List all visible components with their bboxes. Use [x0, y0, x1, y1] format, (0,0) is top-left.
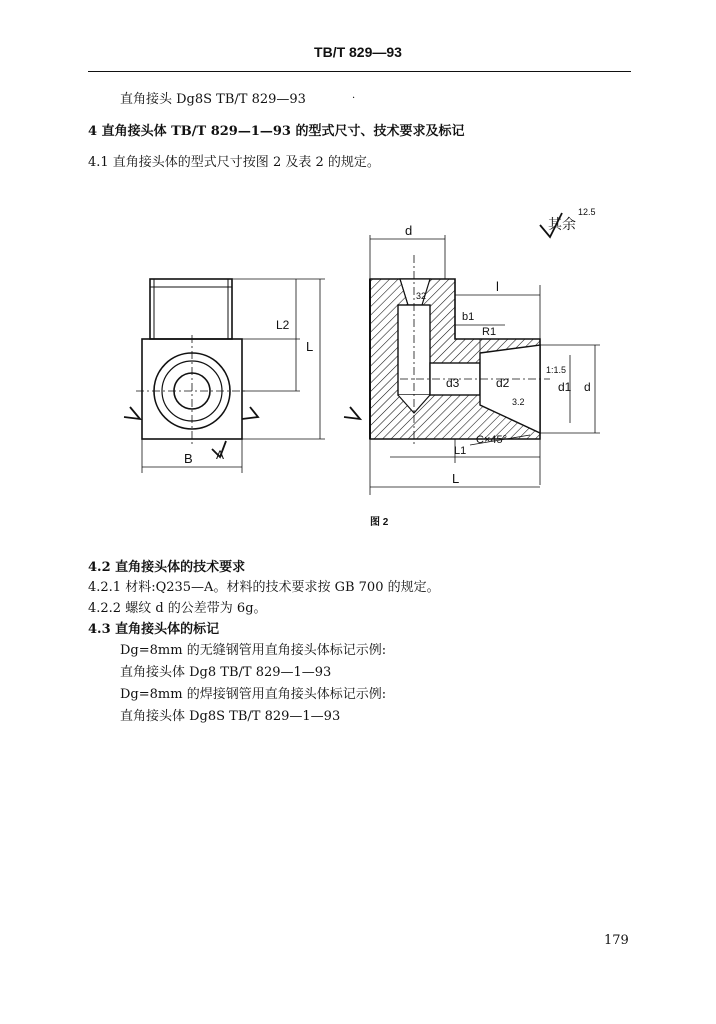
label-d2: d2 [496, 376, 510, 390]
label-B: B [184, 451, 193, 466]
section-4-heading: 4 直角接头体 TB/T 829—1—93 的型式尺寸、技术要求及标记 [88, 124, 465, 139]
roughness-rest-label: 其余 [548, 216, 576, 232]
label-L1: L1 [454, 445, 467, 457]
label-ra: 3.2 [512, 397, 525, 407]
label-L-bottom: L [452, 471, 460, 486]
label-r1: R1 [482, 326, 497, 338]
figure-2-drawing [100, 195, 640, 515]
left-view-thread-section [150, 279, 232, 339]
section-4-2-1: 4.2.1 材料:Q235—A。材料的技术要求按 GB 700 的规定。 [88, 580, 440, 595]
example-1-marking: 直角接头体 Dg8 TB/T 829—1—93 [120, 665, 332, 680]
label-A: A [216, 448, 225, 462]
stray-dot: · [352, 93, 356, 104]
example-2-description: Dg=8mm 的焊接钢管用直角接头体标记示例: [120, 687, 387, 702]
section-4-2-2: 4.2.2 螺纹 d 的公差带为 6g。 [88, 601, 267, 616]
label-L-side: L [306, 339, 314, 354]
header-rule [88, 71, 631, 72]
label-b1: b1 [462, 311, 475, 323]
page-number: 179 [604, 933, 629, 948]
example-2-marking: 直角接头体 Dg8S TB/T 829—1—93 [120, 709, 341, 724]
label-d3: d3 [446, 376, 460, 390]
label-d-top: d [405, 223, 413, 238]
label-taper: 1:1.5 [546, 365, 567, 375]
label-d1: d1 [558, 380, 572, 394]
section-4-1: 4.1 直角接头体的型式尺寸按图 2 及表 2 的规定。 [88, 155, 380, 170]
figure-caption: 图 2 [370, 517, 389, 528]
section-4-2: 4.2 直角接头体的技术要求 [88, 560, 246, 575]
label-L2: L2 [276, 318, 290, 332]
label-angle: 32 [416, 291, 427, 301]
example-1-description: Dg=8mm 的无缝钢管用直角接头体标记示例: [120, 643, 387, 658]
roughness-value-label: 12.5 [578, 207, 596, 217]
label-chamfer: C×45° [476, 434, 508, 446]
technical-drawing [100, 195, 640, 515]
label-d-right: d [584, 380, 591, 394]
text-line-1: 直角接头 Dg8S TB/T 829—93 [120, 92, 306, 107]
page-header: TB/T 829—93 [314, 44, 402, 60]
label-l-top: l [496, 279, 499, 294]
section-4-3: 4.3 直角接头体的标记 [88, 622, 220, 637]
